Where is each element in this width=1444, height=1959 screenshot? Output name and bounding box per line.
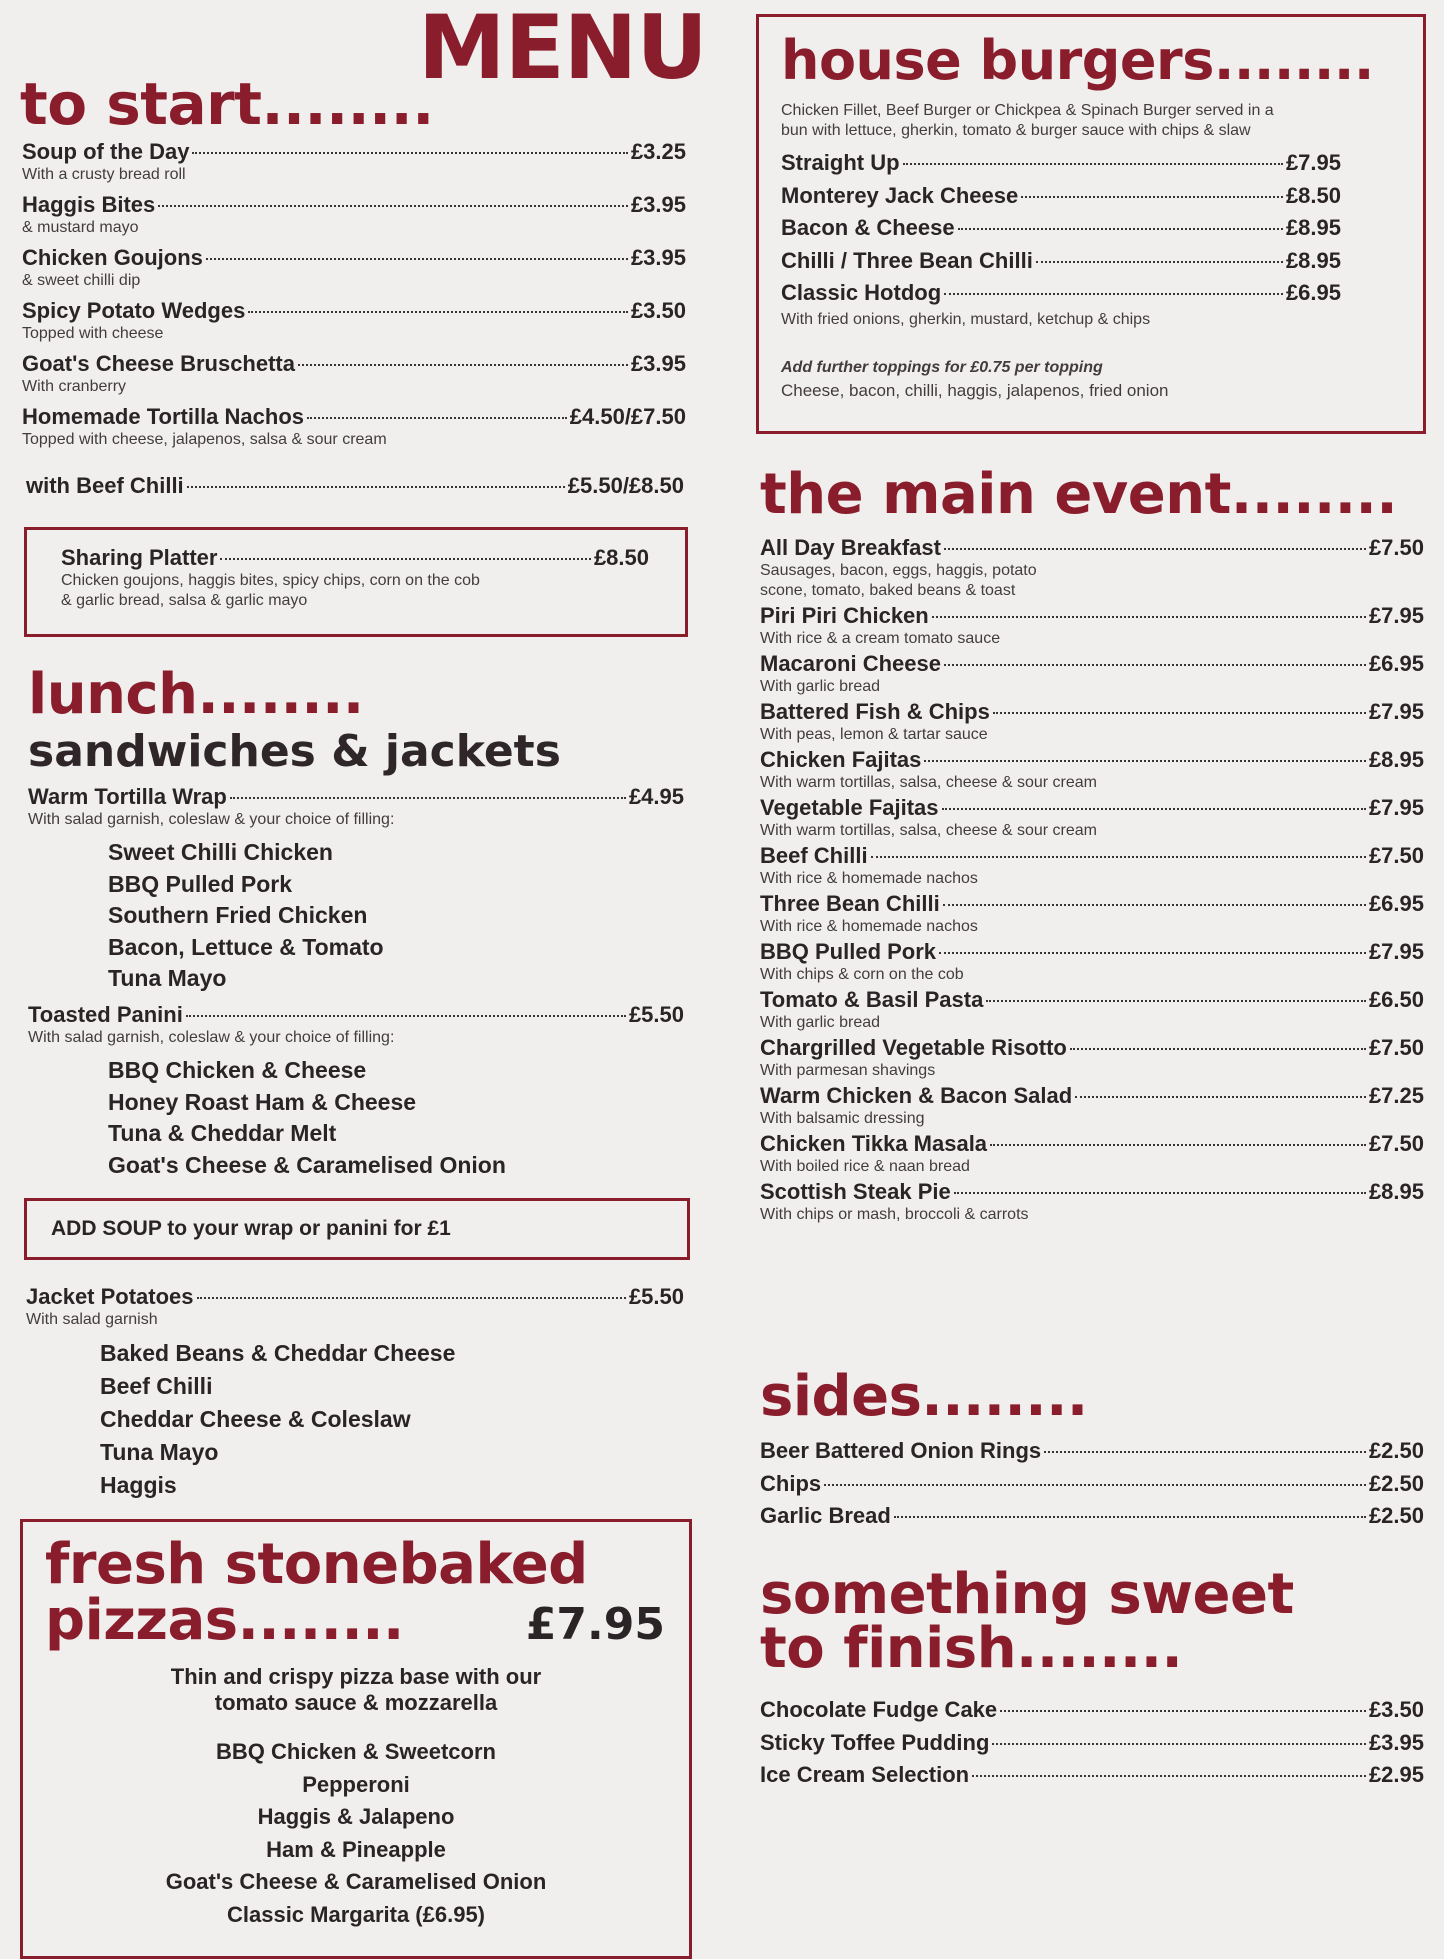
starters-list (22, 138, 686, 456)
leader-dots (1036, 261, 1283, 263)
panini-section (28, 1001, 684, 1181)
item-price: £4.95 (628, 784, 684, 809)
filling-option: BBQ Pulled Pork (108, 870, 293, 897)
pizza-option: BBQ Chicken & Sweetcorn (216, 1739, 496, 1764)
item-name: Macaroni Cheese (760, 651, 941, 676)
menu-item-row (760, 1727, 1424, 1760)
leader-dots (958, 228, 1283, 230)
item-description: With chips & corn on the cob (760, 966, 964, 983)
leader-dots (993, 712, 1366, 714)
menu-item-row (781, 212, 1341, 245)
menu-item-row (760, 650, 1424, 677)
leader-dots (986, 1000, 1366, 1002)
item-description: With warm tortillas, salsa, cheese & sour cream (760, 822, 1097, 839)
menu-item-row (22, 403, 686, 430)
menu-item (760, 986, 1424, 1033)
item-description: With rice & homemade nachos (760, 918, 978, 935)
menu-item (22, 191, 686, 238)
item-description: Sausages, bacon, eggs, haggis, potato (760, 562, 1037, 579)
add-soup-note: ADD SOUP to your wrap or panini for £1 (51, 1217, 451, 1240)
item-name: Chicken Goujons (22, 245, 203, 270)
leader-dots (298, 364, 628, 366)
menu-item (781, 180, 1341, 213)
item-price: £3.95 (630, 351, 686, 376)
item-name: Classic Hotdog (781, 280, 942, 305)
item-name: All Day Breakfast (760, 535, 941, 560)
item-price: £6.95 (1368, 651, 1424, 676)
wrap-section (28, 783, 684, 995)
platter-description-1: Chicken goujons, haggis bites, spicy chips, corn on the cob (61, 572, 480, 589)
pizzas-heading-1: fresh stonebaked (45, 1532, 588, 1597)
filling-option: Tuna Mayo (100, 1439, 219, 1465)
leader-dots (939, 952, 1366, 954)
leader-dots (186, 1015, 626, 1017)
pizza-option: Classic Margarita (£6.95) (226, 1901, 486, 1927)
leader-dots (307, 417, 567, 419)
burger-list (781, 147, 1341, 310)
item-name: with Beef Chilli (26, 473, 184, 498)
menu-item-row (760, 746, 1424, 773)
menu-item (760, 1727, 1424, 1760)
item-name: Chips (760, 1470, 822, 1496)
menu-item-row (760, 1130, 1424, 1157)
beef-chilli-nachos-row (26, 472, 684, 499)
sharing-platter-row (61, 544, 649, 571)
item-name: BBQ Pulled Pork (760, 939, 937, 964)
menu-item (760, 602, 1424, 649)
menu-item (760, 746, 1424, 793)
toppings-title: Add further toppings for £0.75 per topping (781, 358, 1103, 376)
item-description: Topped with cheese, jalapenos, salsa & sour cream (22, 431, 387, 448)
filling-option: Bacon, Lettuce & Tomato (108, 933, 384, 960)
menu-item (760, 1034, 1424, 1081)
menu-item-row (760, 986, 1424, 1013)
filling-option: Sweet Chilli Chicken (108, 839, 333, 865)
pizza-description (23, 1664, 689, 1716)
item-description: & sweet chilli dip (22, 272, 141, 289)
item-price: £2.95 (1368, 1762, 1424, 1787)
leader-dots (158, 205, 628, 207)
item-name: Goat's Cheese Bruschetta (22, 351, 295, 376)
item-name: Monterey Jack Cheese (781, 182, 1019, 208)
leader-dots (944, 664, 1366, 666)
menu-item-row (781, 147, 1341, 180)
menu-item (760, 1130, 1424, 1177)
menu-item-row (760, 794, 1424, 821)
toppings-list: Cheese, bacon, chilli, haggis, jalapenos, fried onion (781, 380, 1169, 400)
item-name: Scottish Steak Pie (760, 1179, 951, 1204)
item-price: £5.50 (628, 1284, 684, 1309)
pizza-option: Pepperoni (302, 1771, 410, 1797)
filling-option: Cheddar Cheese & Coleslaw (100, 1406, 411, 1432)
leader-dots (1000, 1710, 1366, 1712)
menu-item-row (760, 1759, 1424, 1792)
item-price: £7.95 (1285, 150, 1341, 175)
menu-item-row (22, 138, 686, 165)
filling-option: Beef Chilli (100, 1373, 213, 1399)
item-price: £8.95 (1285, 215, 1341, 240)
leader-dots (972, 1775, 1366, 1777)
item-name: Jacket Potatoes (26, 1284, 194, 1309)
lunch-heading: lunch........ (28, 662, 364, 727)
menu-item (781, 212, 1341, 245)
filling-option: Southern Fried Chicken (108, 902, 368, 928)
item-price: £5.50/£8.50 (567, 473, 684, 498)
item-description: & mustard mayo (22, 219, 139, 236)
item-description: With chips or mash, broccoli & carrots (760, 1206, 1029, 1223)
filling-option: Tuna Mayo (108, 965, 227, 991)
item-description: With boiled rice & naan bread (760, 1158, 970, 1175)
leader-dots (187, 486, 565, 488)
item-price: £7.25 (1368, 1083, 1424, 1108)
item-price: £8.95 (1285, 247, 1341, 273)
burgers-intro-1: Chicken Fillet, Beef Burger or Chickpea & Spinach Burger served in a (781, 102, 1274, 119)
item-price: £6.95 (1368, 891, 1424, 916)
item-name: Ice Cream Selection (760, 1762, 970, 1787)
item-price: £7.95 (1368, 699, 1424, 724)
item-name: Chicken Tikka Masala (760, 1131, 988, 1156)
leader-dots (197, 1297, 626, 1299)
item-description-2: scone, tomato, baked beans & toast (760, 582, 1016, 599)
item-name: Chicken Fajitas (760, 747, 922, 772)
filling-option: Baked Beans & Cheddar Cheese (100, 1340, 456, 1366)
add-soup-box (24, 1198, 690, 1260)
leader-dots (824, 1484, 1366, 1486)
item-name: Warm Chicken & Bacon Salad (760, 1083, 1073, 1108)
menu-item (760, 698, 1424, 745)
leader-dots (990, 1144, 1366, 1146)
pizzas-heading-2: pizzas........ (45, 1588, 404, 1653)
leader-dots (1044, 1451, 1366, 1453)
item-name: Chilli / Three Bean Chilli (781, 247, 1033, 273)
menu-item (781, 245, 1341, 278)
burgers-intro-2: bun with lettuce, gherkin, tomato & burger sauce with chips & slaw (781, 122, 1251, 139)
jacket-section (26, 1283, 684, 1502)
leader-dots (871, 856, 1366, 858)
menu-item (760, 1178, 1424, 1225)
menu-item (22, 403, 686, 450)
leader-dots (1070, 1048, 1366, 1050)
item-description: With garlic bread (760, 678, 881, 695)
leader-dots (206, 258, 628, 260)
menu-item-row (760, 938, 1424, 965)
item-description: With a crusty bread roll (22, 166, 186, 183)
item-description: With garlic bread (760, 1014, 881, 1031)
item-name: Beef Chilli (760, 843, 868, 868)
item-name: Vegetable Fajitas (760, 795, 939, 820)
item-price: £3.50 (1368, 1697, 1424, 1722)
menu-item (760, 1082, 1424, 1129)
menu-item (22, 350, 686, 397)
item-name: Garlic Bread (760, 1503, 891, 1528)
menu-item-row (760, 1435, 1424, 1468)
burgers-content (781, 101, 1411, 401)
item-price: £2.50 (1368, 1438, 1424, 1463)
menu-item-row (22, 191, 686, 218)
item-name: Straight Up (781, 150, 900, 175)
item-name: Homemade Tortilla Nachos (22, 404, 304, 429)
menu-item (781, 147, 1341, 180)
pizza-list (23, 1736, 689, 1931)
leader-dots (1075, 1096, 1366, 1098)
item-name: Battered Fish & Chips (760, 699, 990, 724)
sharing-platter-box (24, 527, 688, 637)
item-name: Chargrilled Vegetable Risotto (760, 1035, 1067, 1060)
menu-item (760, 1468, 1424, 1501)
menu-item-row (760, 1694, 1424, 1727)
leader-dots (954, 1192, 1366, 1194)
item-price: £5.50 (628, 1002, 684, 1027)
menu-item-row (781, 277, 1341, 310)
menu-item-row (760, 890, 1424, 917)
leader-dots (192, 152, 627, 154)
menu-item-row (22, 297, 686, 324)
leader-dots (220, 558, 590, 560)
menu-item-row (22, 350, 686, 377)
menu-item (760, 842, 1424, 889)
leader-dots (943, 904, 1366, 906)
menu-item (760, 1759, 1424, 1792)
menu-item-row (760, 534, 1424, 561)
filling-option: Haggis (100, 1472, 177, 1498)
pizza-description-2: tomato sauce & mozzarella (214, 1690, 498, 1715)
item-price: £2.50 (1368, 1470, 1424, 1496)
item-description: Topped with cheese (22, 325, 164, 342)
item-description: With cranberry (22, 378, 127, 395)
item-name: Piri Piri Chicken (760, 603, 929, 628)
item-price: £7.50 (1368, 1035, 1424, 1060)
panini-fillings-list (28, 1055, 684, 1181)
filling-option: Tuna & Cheddar Melt (108, 1120, 337, 1146)
item-name: Bacon & Cheese (781, 215, 955, 240)
pizza-option: Ham & Pineapple (266, 1836, 446, 1862)
item-description: With parmesan shavings (760, 1062, 936, 1079)
leader-dots (248, 311, 628, 313)
platter-description-2: & garlic bread, salsa & garlic mayo (61, 592, 308, 609)
main-event-list (760, 534, 1424, 1226)
item-price: £6.95 (1285, 280, 1341, 305)
item-price: £7.50 (1368, 535, 1424, 560)
item-name: Haggis Bites (22, 192, 156, 217)
leader-dots (942, 808, 1366, 810)
pizza-description-1: Thin and crispy pizza base with our (170, 1664, 542, 1689)
house-burgers-heading: house burgers........ (781, 29, 1374, 92)
item-price: £6.50 (1368, 987, 1424, 1012)
item-name: Tomato & Basil Pasta (760, 987, 984, 1012)
item-name: Spicy Potato Wedges (22, 298, 246, 323)
item-price: £7.95 (1368, 795, 1424, 820)
leader-dots (894, 1516, 1366, 1518)
house-burgers-box (756, 14, 1426, 434)
jacket-row (26, 1283, 684, 1310)
menu-item (760, 890, 1424, 937)
menu-item (781, 277, 1341, 310)
menu-item-row (760, 602, 1424, 629)
wrap-fillings-list (28, 837, 684, 995)
menu-item-row (22, 244, 686, 271)
hotdog-description: With fried onions, gherkin, mustard, ketchup & chips (781, 310, 1151, 328)
pizza-option: Haggis & Jalapeno (257, 1804, 455, 1829)
item-description: With rice & homemade nachos (760, 870, 978, 887)
pizza-price: £7.95 (525, 1599, 665, 1650)
menu-item (22, 297, 686, 344)
menu-item-row (760, 1178, 1424, 1205)
jacket-description: With salad garnish (26, 1311, 158, 1328)
leader-dots (932, 616, 1366, 618)
menu-item (760, 534, 1424, 601)
item-description: With warm tortillas, salsa, cheese & sour cream (760, 774, 1097, 791)
menu-item-row (760, 1034, 1424, 1061)
menu-item (760, 1435, 1424, 1468)
item-price: £3.95 (630, 192, 686, 217)
pizzas-box (20, 1519, 692, 1959)
item-price: £3.50 (630, 298, 686, 323)
item-price: £4.50/£7.50 (569, 404, 686, 429)
item-price: £8.50 (1285, 182, 1341, 208)
menu-item-row (781, 245, 1341, 278)
menu-item (22, 244, 686, 291)
pizza-option: Goat's Cheese & Caramelised Onion (165, 1869, 547, 1894)
item-price: £7.95 (1368, 939, 1424, 964)
item-name: Sharing Platter (61, 545, 218, 570)
item-price: £7.95 (1368, 603, 1424, 628)
item-name: Three Bean Chilli (760, 891, 940, 916)
menu-item-row (781, 180, 1341, 213)
item-price: £3.25 (630, 139, 686, 164)
item-name: Soup of the Day (22, 139, 190, 164)
wrap-row (28, 783, 684, 810)
desserts-list (760, 1694, 1424, 1792)
filling-option: Goat's Cheese & Caramelised Onion (108, 1151, 506, 1178)
wrap-description: With salad garnish, coleslaw & your choice of filling: (28, 811, 395, 828)
leader-dots (924, 760, 1366, 762)
leader-dots (903, 163, 1283, 165)
filling-option: BBQ Chicken & Cheese (108, 1057, 367, 1083)
menu-item-row (760, 842, 1424, 869)
item-name: Sticky Toffee Pudding (760, 1729, 990, 1755)
sides-list (760, 1435, 1424, 1533)
menu-item-row (760, 1082, 1424, 1109)
item-name: Chocolate Fudge Cake (760, 1697, 998, 1722)
item-price: £3.95 (1368, 1729, 1424, 1755)
to-start-heading: to start........ (20, 70, 434, 138)
sweet-heading-2: to finish........ (760, 1616, 1183, 1681)
item-price: £7.50 (1368, 843, 1424, 868)
leader-dots (992, 1743, 1366, 1745)
menu-item (22, 138, 686, 185)
menu-item-row (760, 1500, 1424, 1533)
leader-dots (230, 797, 626, 799)
item-name: Warm Tortilla Wrap (28, 784, 227, 809)
item-name: Toasted Panini (28, 1002, 183, 1027)
item-description: With rice & a cream tomato sauce (760, 630, 1001, 647)
item-price: £8.95 (1368, 747, 1424, 772)
menu-item (760, 1694, 1424, 1727)
panini-description: With salad garnish, coleslaw & your choice of filling: (28, 1029, 395, 1046)
menu-item (760, 1500, 1424, 1533)
item-price: £3.95 (630, 245, 686, 270)
item-name: Beer Battered Onion Rings (760, 1438, 1042, 1463)
sandwiches-jackets-heading: sandwiches & jackets (28, 726, 561, 777)
item-description: With peas, lemon & tartar sauce (760, 726, 988, 743)
item-price: £8.50 (593, 545, 649, 570)
menu-title: MENU (418, 0, 707, 99)
leader-dots (1021, 196, 1283, 198)
item-price: £7.50 (1368, 1131, 1424, 1156)
leader-dots (944, 293, 1283, 295)
item-description: With balsamic dressing (760, 1110, 925, 1127)
item-price: £8.95 (1368, 1179, 1424, 1204)
jacket-fillings-list (26, 1337, 684, 1502)
main-event-heading: the main event........ (760, 462, 1398, 527)
menu-item (760, 794, 1424, 841)
filling-option: Honey Roast Ham & Cheese (108, 1088, 417, 1115)
panini-row (28, 1001, 684, 1028)
sweet-heading-1: something sweet (760, 1562, 1294, 1627)
menu-item (760, 650, 1424, 697)
menu-item-row (760, 698, 1424, 725)
item-price: £2.50 (1368, 1503, 1424, 1528)
menu-item (760, 938, 1424, 985)
menu-item-row (760, 1468, 1424, 1501)
leader-dots (944, 548, 1366, 550)
sides-heading: sides........ (760, 1364, 1088, 1429)
